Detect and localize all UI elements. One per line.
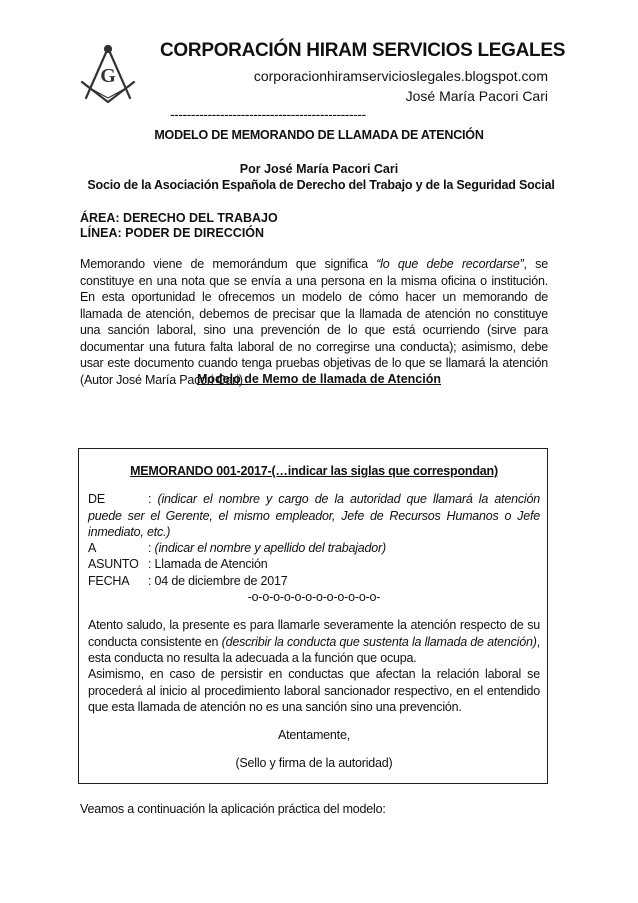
memo-body-1	[88, 617, 540, 666]
blog-url: corporacionhiramservicioslegales.blogspot.com	[253, 68, 548, 84]
memo-de-row: DE : (indicar el nombre y cargo de la autoridad que llamará la atención puede ser el Gerente, el mismo empleador, Jefe de Recursos Humanos o Jefe inmediato, etc.)	[88, 492, 540, 539]
intro-paragraph	[80, 256, 548, 388]
memo-fecha-row: FECHA : 04 de diciembre de 2017	[88, 573, 288, 588]
organization-title: CORPORACIÓN HIRAM SERVICIOS LEGALES	[160, 40, 566, 61]
outro-text: Veamos a continuación la aplicación práctica del modelo:	[80, 802, 386, 816]
memo-closing: Atentamente,	[278, 728, 350, 743]
memo-body-2: Asimismo, en caso de persistir en conductas que afectan la relación laboral se procederá al inicio al procedimiento laboral sancionador respectivo, en el entendido que esta llamada de atención no es una sanción sino una prevención.	[88, 667, 540, 714]
memo-signature: (Sello y firma de la autoridad)	[235, 756, 393, 771]
memo-number: MEMORANDO 001-2017-(…indicar las siglas que correspondan)	[130, 464, 498, 478]
header-author: José María Pacori Cari	[405, 88, 548, 104]
author-line: Por José María Pacori Cari	[239, 162, 399, 176]
header-divider: -----------------------------------------------	[170, 106, 366, 122]
asunto-value: Llamada de Atención	[154, 557, 268, 572]
a-value: (indicar el nombre y apellido del trabajador)	[154, 541, 386, 556]
asunto-label: ASUNTO	[88, 557, 139, 572]
memo-content	[88, 463, 540, 772]
a-label: A	[88, 541, 97, 556]
fecha-value: 04 de diciembre de 2017	[154, 573, 288, 588]
body1-italic: (describir la conducta que sustenta la llamada de atención)	[221, 634, 537, 649]
area-line: ÁREA: DERECHO DEL TRABAJO	[80, 211, 278, 225]
fecha-label: FECHA	[88, 573, 130, 588]
square-and-compass-logo-icon	[76, 42, 140, 106]
de-value: (indicar el nombre y cargo de la autoridad que llamará la atención puede ser el Gerente, el mismo empleador, Jefe de Recursos Humanos o Jefe inmediato, etc.)	[88, 492, 540, 539]
memo-separator: -o-o-o-o-o-o-o-o-o-o-o-o-	[247, 590, 381, 605]
body1-text-b: , esta conducta no resulta la adecuada a la función que ocupa.	[88, 634, 540, 665]
linea-line: LÍNEA: PODER DE DIRECCIÓN	[80, 226, 265, 240]
logo-letter: G	[100, 65, 116, 87]
association-line: Socio de la Asociación Española de Derecho del Trabajo y de la Seguridad Social	[87, 178, 555, 192]
model-title: Modelo de Memo de llamada de Atención	[196, 372, 442, 386]
intro-text-a: Memorando viene de memorándum que significa	[80, 257, 377, 271]
intro-text-b: , se constituye en una nota que se envía a una persona en la misma oficina o institución. En esta oportunidad le ofrecemos un modelo de cómo hacer un memorando de llamada de atención, debemos de precisar que la llamada de atención no constituye una sanción laboral, sino una prevención de lo que está ocurriendo (sirve para documentar una futura falta laboral de no corregirse una conducta); asimismo, debe usar este documento cuando tenga pruebas objetivas de lo que se llamará la atención (Autor José María Pacori Cari)	[80, 257, 548, 387]
de-label: DE	[88, 492, 105, 507]
intro-quote: “lo que debe recordarse”	[376, 257, 524, 271]
memo-a-row: A : (indicar el nombre y apellido del trabajador)	[88, 541, 386, 556]
body1-text-a: Atento saludo, la presente es para llamarle severamente la atención respecto de su conducta consistente en	[88, 618, 540, 649]
memo-asunto-row: ASUNTO : Llamada de Atención	[88, 557, 268, 572]
document-title: MODELO DE MEMORANDO DE LLAMADA DE ATENCIÓN	[154, 128, 484, 142]
memo-box	[78, 448, 548, 784]
